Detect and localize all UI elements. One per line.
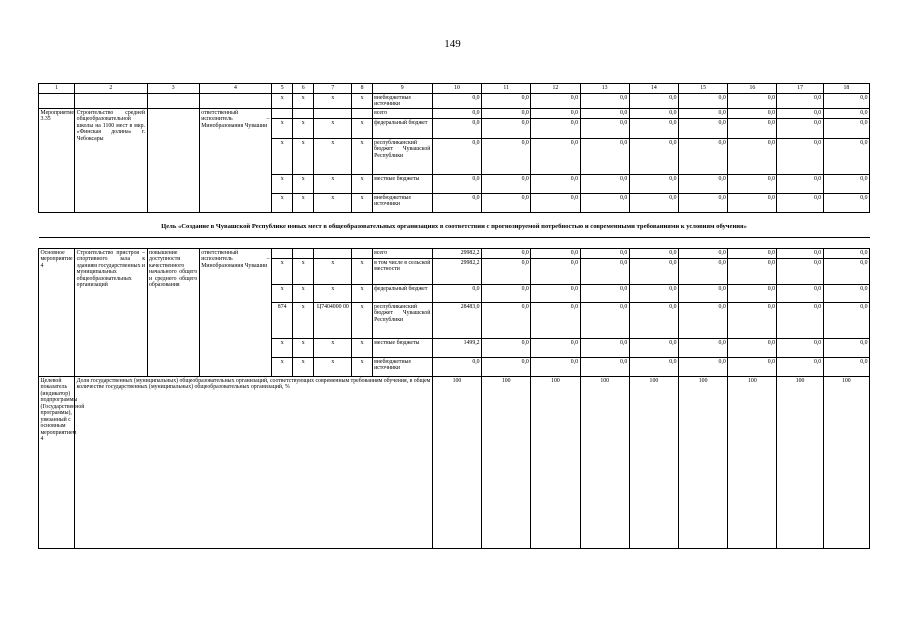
code-cell: x (272, 358, 293, 377)
indicator-value: 100 (629, 377, 678, 549)
funding-source: внебюджетные источники (372, 358, 432, 377)
value-cell: 0,0 (679, 285, 728, 303)
empty-cell (199, 94, 271, 109)
indicator-text: Доля государственных (муниципальных) общеобразовательных организаций, соответствующих современным требованиям обучения, в общем количестве государственных (муниципальных) общеобразовательных организаций, % (75, 377, 433, 549)
code-cell: x (314, 358, 352, 377)
goal-title: Цель «Создание в Чувашской Республике новых мест в общеобразовательных организациях в соответствии с прогнозируемой потребностью и современными требованиями к условиям обучения» (39, 213, 870, 238)
column-number: 14 (629, 84, 678, 94)
value-cell: 0,0 (629, 285, 678, 303)
value-cell: 0,0 (482, 94, 531, 109)
value-cell: 0,0 (728, 139, 777, 175)
value-cell: 0,0 (432, 175, 481, 194)
value-cell: 0,0 (580, 194, 629, 213)
value-cell: 0,0 (728, 94, 777, 109)
value-cell: 0,0 (482, 358, 531, 377)
column-number: 9 (372, 84, 432, 94)
event-description: Строительство средней общеобразовательной школы на 1100 мест в мкр. «Финская долина» г. Чебоксары (75, 109, 147, 213)
funding-source: всего (372, 109, 432, 119)
code-cell: x (293, 339, 314, 358)
value-cell: 0,0 (823, 259, 869, 285)
value-cell: 0,0 (580, 303, 629, 339)
value-cell: 0,0 (531, 194, 580, 213)
value-cell: 0,0 (432, 285, 481, 303)
table-row (39, 249, 870, 259)
value-cell: 0,0 (580, 249, 629, 259)
column-number: 8 (352, 84, 372, 94)
funding-source: местные бюджеты (372, 339, 432, 358)
code-cell (272, 249, 293, 259)
code-cell: x (293, 358, 314, 377)
code-cell: x (314, 175, 352, 194)
value-cell: 0,0 (777, 119, 823, 139)
value-cell: 0,0 (823, 119, 869, 139)
responsible: ответственный исполнитель – Минобразования Чувашии (199, 109, 271, 213)
value-cell: 0,0 (482, 119, 531, 139)
code-cell: x (293, 94, 314, 109)
value-cell: 0,0 (432, 94, 481, 109)
value-cell: 0,0 (728, 119, 777, 139)
column-number: 13 (580, 84, 629, 94)
value-cell: 0,0 (531, 109, 580, 119)
column-number: 11 (482, 84, 531, 94)
value-cell: 1499,2 (432, 339, 481, 358)
empty-cell (39, 94, 75, 109)
code-cell: x (293, 175, 314, 194)
code-cell (352, 109, 372, 119)
code-cell: Ц7404000 00 (314, 303, 352, 339)
code-cell: x (352, 303, 372, 339)
value-cell: 0,0 (777, 175, 823, 194)
code-cell (352, 249, 372, 259)
value-cell: 0,0 (777, 194, 823, 213)
value-cell: 29982,2 (432, 259, 481, 285)
code-cell (293, 109, 314, 119)
value-cell: 0,0 (777, 139, 823, 175)
value-cell: 0,0 (531, 259, 580, 285)
value-cell: 0,0 (777, 358, 823, 377)
table-row (39, 94, 870, 109)
column-number: 6 (293, 84, 314, 94)
page-number: 149 (444, 38, 461, 50)
code-cell: x (314, 259, 352, 285)
value-cell: 0,0 (679, 94, 728, 109)
column-number: 18 (823, 84, 869, 94)
value-cell: 0,0 (432, 119, 481, 139)
code-cell: x (314, 339, 352, 358)
funding-source: всего (372, 249, 432, 259)
column-number: 15 (679, 84, 728, 94)
value-cell: 0,0 (823, 249, 869, 259)
indicator-value: 100 (580, 377, 629, 549)
value-cell: 0,0 (629, 119, 678, 139)
value-cell: 0,0 (679, 303, 728, 339)
value-cell: 0,0 (432, 194, 481, 213)
value-cell: 0,0 (482, 109, 531, 119)
value-cell: 0,0 (629, 175, 678, 194)
value-cell: 0,0 (531, 303, 580, 339)
value-cell: 0,0 (531, 119, 580, 139)
value-cell: 0,0 (432, 358, 481, 377)
code-cell: x (272, 139, 293, 175)
value-cell: 0,0 (432, 139, 481, 175)
code-cell: x (293, 259, 314, 285)
funding-source: внебюджетные источники (372, 194, 432, 213)
code-cell: x (293, 194, 314, 213)
value-cell: 0,0 (728, 339, 777, 358)
code-cell: x (272, 119, 293, 139)
column-number: 3 (147, 84, 199, 94)
funding-source: федеральный бюджет (372, 285, 432, 303)
value-cell: 0,0 (679, 194, 728, 213)
table-row (39, 109, 870, 119)
value-cell: 0,0 (777, 285, 823, 303)
value-cell: 0,0 (823, 139, 869, 175)
column-number: 4 (199, 84, 271, 94)
header-row (39, 84, 870, 94)
code-cell (293, 249, 314, 259)
value-cell: 0,0 (531, 358, 580, 377)
value-cell: 0,0 (679, 109, 728, 119)
value-cell: 0,0 (482, 285, 531, 303)
value-cell: 0,0 (728, 285, 777, 303)
value-cell: 0,0 (580, 94, 629, 109)
value-cell: 0,0 (728, 303, 777, 339)
event-name: Основное мероприятие 4 (39, 249, 75, 377)
value-cell: 0,0 (679, 249, 728, 259)
value-cell: 0,0 (629, 249, 678, 259)
indicator-value: 100 (777, 377, 823, 549)
code-cell: x (293, 119, 314, 139)
value-cell: 0,0 (531, 339, 580, 358)
funding-source: республиканский бюджет Чувашской Республики (372, 303, 432, 339)
goal-cell (147, 109, 199, 213)
value-cell: 0,0 (777, 94, 823, 109)
value-cell: 0,0 (580, 139, 629, 175)
code-cell: x (314, 119, 352, 139)
value-cell: 0,0 (531, 139, 580, 175)
column-number: 16 (728, 84, 777, 94)
value-cell: 0,0 (580, 339, 629, 358)
value-cell: 0,0 (629, 259, 678, 285)
code-cell: x (272, 339, 293, 358)
code-cell: x (352, 358, 372, 377)
value-cell: 0,0 (531, 94, 580, 109)
value-cell: 0,0 (679, 175, 728, 194)
value-cell: 0,0 (580, 119, 629, 139)
column-number: 7 (314, 84, 352, 94)
value-cell: 0,0 (679, 339, 728, 358)
value-cell: 0,0 (580, 259, 629, 285)
code-cell: x (272, 175, 293, 194)
code-cell: x (352, 94, 372, 109)
value-cell: 0,0 (777, 249, 823, 259)
empty-cell (75, 94, 147, 109)
indicator-value: 100 (728, 377, 777, 549)
value-cell: 0,0 (777, 259, 823, 285)
responsible: ответственный исполнитель – Минобразования Чувашии (199, 249, 271, 377)
value-cell: 0,0 (823, 358, 869, 377)
value-cell: 0,0 (531, 285, 580, 303)
code-cell: x (293, 139, 314, 175)
value-cell: 0,0 (728, 175, 777, 194)
goal-row (39, 213, 870, 238)
value-cell: 0,0 (482, 249, 531, 259)
code-cell: x (352, 259, 372, 285)
code-cell: x (293, 303, 314, 339)
value-cell: 0,0 (728, 259, 777, 285)
value-cell: 0,0 (777, 339, 823, 358)
code-cell: x (352, 119, 372, 139)
value-cell: 0,0 (531, 175, 580, 194)
value-cell: 0,0 (823, 285, 869, 303)
code-cell: x (314, 94, 352, 109)
indicator-value: 100 (432, 377, 481, 549)
value-cell: 0,0 (728, 194, 777, 213)
indicator-label: Целевой показатель (индикатор) подпрограммы (Государственной программы), увязанный с основным мероприятием 4 (39, 377, 75, 549)
value-cell: 0,0 (531, 249, 580, 259)
value-cell: 0,0 (823, 303, 869, 339)
value-cell: 0,0 (728, 249, 777, 259)
value-cell: 0,0 (823, 194, 869, 213)
code-cell: x (352, 339, 372, 358)
code-cell: x (293, 285, 314, 303)
code-cell (314, 109, 352, 119)
column-number: 10 (432, 84, 481, 94)
funding-source: федеральный бюджет (372, 119, 432, 139)
value-cell: 0,0 (629, 303, 678, 339)
column-number: 1 (39, 84, 75, 94)
indicator-value: 100 (823, 377, 869, 549)
value-cell: 0,0 (629, 139, 678, 175)
column-number: 2 (75, 84, 147, 94)
column-number: 12 (531, 84, 580, 94)
budget-table (38, 83, 870, 549)
value-cell: 0,0 (679, 119, 728, 139)
code-cell: x (314, 194, 352, 213)
value-cell: 0,0 (679, 139, 728, 175)
indicator-value: 100 (531, 377, 580, 549)
funding-source: в том числе в сельской местности (372, 259, 432, 285)
value-cell: 0,0 (482, 175, 531, 194)
code-cell: x (272, 259, 293, 285)
value-cell: 0,0 (629, 339, 678, 358)
value-cell: 0,0 (629, 194, 678, 213)
goal-cell: повышение доступности качественного начального общего и среднего общего образования (147, 249, 199, 377)
value-cell: 0,0 (482, 339, 531, 358)
value-cell: 0,0 (728, 109, 777, 119)
value-cell: 0,0 (580, 109, 629, 119)
value-cell: 0,0 (580, 175, 629, 194)
value-cell: 0,0 (823, 94, 869, 109)
indicator-value: 100 (679, 377, 728, 549)
value-cell: 0,0 (432, 109, 481, 119)
code-cell: 874 (272, 303, 293, 339)
funding-source: республиканский бюджет Чувашской Республики (372, 139, 432, 175)
code-cell: x (352, 175, 372, 194)
event-description: Строительство пристроя – спортивного зала к зданиям государственных и муниципальных общеобразовательных организаций (75, 249, 147, 377)
value-cell: 0,0 (629, 358, 678, 377)
code-cell: x (314, 285, 352, 303)
value-cell: 0,0 (482, 194, 531, 213)
column-number: 5 (272, 84, 293, 94)
code-cell: x (352, 194, 372, 213)
funding-source: внебюджетные источники (372, 94, 432, 109)
code-cell: x (272, 194, 293, 213)
spacer (39, 238, 870, 249)
value-cell: 0,0 (823, 109, 869, 119)
code-cell: x (272, 94, 293, 109)
value-cell: 0,0 (679, 358, 728, 377)
value-cell: 0,0 (629, 94, 678, 109)
code-cell: x (272, 285, 293, 303)
spacer-row (39, 238, 870, 249)
value-cell: 0,0 (629, 109, 678, 119)
event-name: Мероприятие 3.35 (39, 109, 75, 213)
value-cell: 0,0 (580, 358, 629, 377)
indicator-value: 100 (482, 377, 531, 549)
value-cell: 0,0 (679, 259, 728, 285)
column-number: 17 (777, 84, 823, 94)
value-cell: 0,0 (777, 109, 823, 119)
value-cell: 0,0 (777, 303, 823, 339)
empty-cell (147, 94, 199, 109)
indicator-row (39, 377, 870, 549)
value-cell: 0,0 (728, 358, 777, 377)
funding-source: местные бюджеты (372, 175, 432, 194)
value-cell: 29982,2 (432, 249, 481, 259)
code-cell: x (352, 139, 372, 175)
value-cell: 0,0 (482, 303, 531, 339)
value-cell: 28483,0 (432, 303, 481, 339)
code-cell: x (314, 139, 352, 175)
code-cell (314, 249, 352, 259)
code-cell: x (352, 285, 372, 303)
code-cell (272, 109, 293, 119)
value-cell: 0,0 (482, 139, 531, 175)
value-cell: 0,0 (482, 259, 531, 285)
value-cell: 0,0 (823, 339, 869, 358)
value-cell: 0,0 (580, 285, 629, 303)
value-cell: 0,0 (823, 175, 869, 194)
